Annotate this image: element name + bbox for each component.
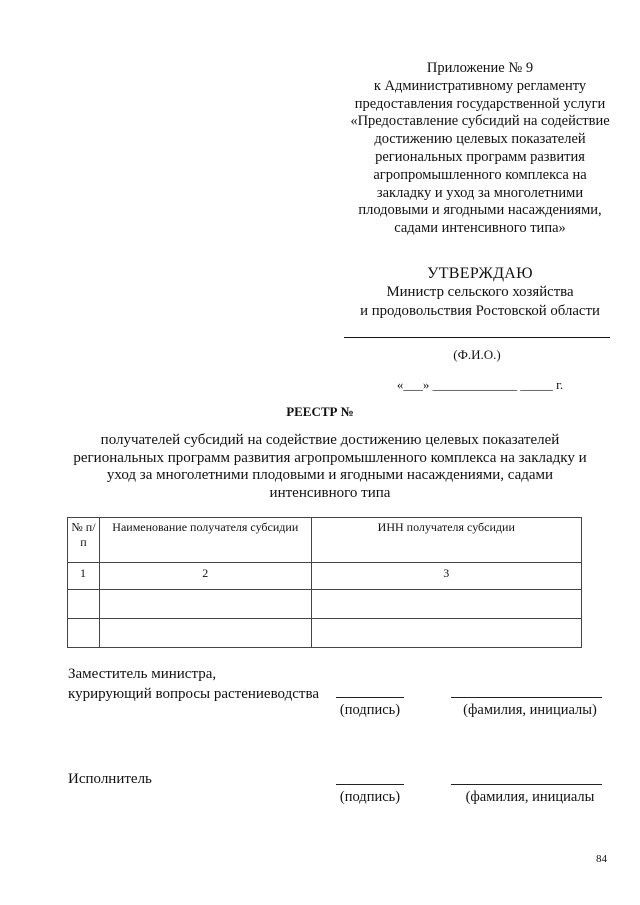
- executor-signature-caption: (подпись): [339, 789, 401, 805]
- deputy-title-line: Заместитель министра,: [68, 666, 217, 682]
- registry-purpose-line: интенсивного типа: [269, 484, 391, 501]
- executor-name-line: [451, 784, 602, 785]
- registry-purpose-line: уход за многолетними плодовыми и ягодными насаждениями, садами: [106, 467, 554, 483]
- registry-purpose-line: региональных программ развития агропромышленного комплекса на закладку и: [73, 449, 587, 466]
- approval-fio-caption: (Ф.И.О.): [453, 347, 501, 362]
- registry-table: [67, 517, 582, 648]
- column-number: 1: [68, 563, 100, 590]
- deputy-signatory: [68, 664, 319, 704]
- deputy-signature-caption: (подпись): [339, 702, 401, 718]
- registry-purpose: [60, 432, 600, 502]
- header-recipient-inn-label: ИНН получателя субсидии: [377, 520, 515, 534]
- appendix-line: агропромышленного комплекса на: [373, 166, 587, 183]
- approval-block: [330, 264, 630, 321]
- table-cell[interactable]: [311, 590, 581, 619]
- header-number: [68, 518, 100, 563]
- appendix-header: [330, 60, 630, 238]
- executor-signature-line: [336, 784, 404, 785]
- table-cell[interactable]: [99, 619, 311, 648]
- deputy-signature-line: [336, 697, 404, 698]
- appendix-line: региональных программ развития: [375, 148, 585, 165]
- header-recipient-inn: [311, 518, 581, 563]
- appendix-line: плодовыми и ягодными насаждениями,: [358, 202, 602, 219]
- approval-signature-line: [344, 337, 610, 338]
- table-row: [68, 619, 582, 648]
- table-row: [68, 590, 582, 619]
- appendix-line: садами интенсивного типа»: [394, 220, 566, 237]
- header-number-label: № п/п: [71, 520, 96, 549]
- table-cell[interactable]: [99, 590, 311, 619]
- appendix-line: достижению целевых показателей: [374, 131, 586, 148]
- page-number: 84: [596, 853, 607, 865]
- approval-position-line: и продовольствия Ростовской области: [360, 303, 600, 319]
- header-recipient-name: [99, 518, 311, 563]
- approval-date-line: «___» _____________ _____ г.: [396, 377, 564, 392]
- column-number: 2: [99, 563, 311, 590]
- header-recipient-name-label: Наименование получателя субсидии: [112, 520, 299, 534]
- table-cell[interactable]: [68, 590, 100, 619]
- registry-purpose-line: получателей субсидий на содействие достижению целевых показателей: [100, 432, 560, 448]
- appendix-line: к Административному регламенту: [373, 77, 587, 94]
- appendix-line: «Предоставление субсидий на содействие: [350, 113, 610, 130]
- executor-label: Исполнитель: [68, 771, 152, 787]
- registry-title: РЕЕСТР №: [286, 404, 354, 419]
- table-cell[interactable]: [68, 619, 100, 648]
- column-number: 3: [311, 563, 581, 590]
- deputy-name-line: [451, 697, 602, 698]
- appendix-line: предоставления государственной услуги: [354, 95, 606, 112]
- executor-name-caption: (фамилия, инициалы: [465, 789, 595, 805]
- approval-position-line: Министр сельского хозяйства: [386, 284, 574, 300]
- table-cell[interactable]: [311, 619, 581, 648]
- table-header-row: [68, 518, 582, 563]
- deputy-title-line: курирующий вопросы растениеводства: [68, 686, 320, 702]
- appendix-line: закладку и уход за многолетними: [376, 184, 584, 201]
- table-column-number-row: [68, 563, 582, 590]
- deputy-name-caption: (фамилия, инициалы): [463, 702, 597, 718]
- approval-title: УТВЕРЖДАЮ: [427, 265, 533, 282]
- appendix-line: Приложение № 9: [426, 60, 534, 76]
